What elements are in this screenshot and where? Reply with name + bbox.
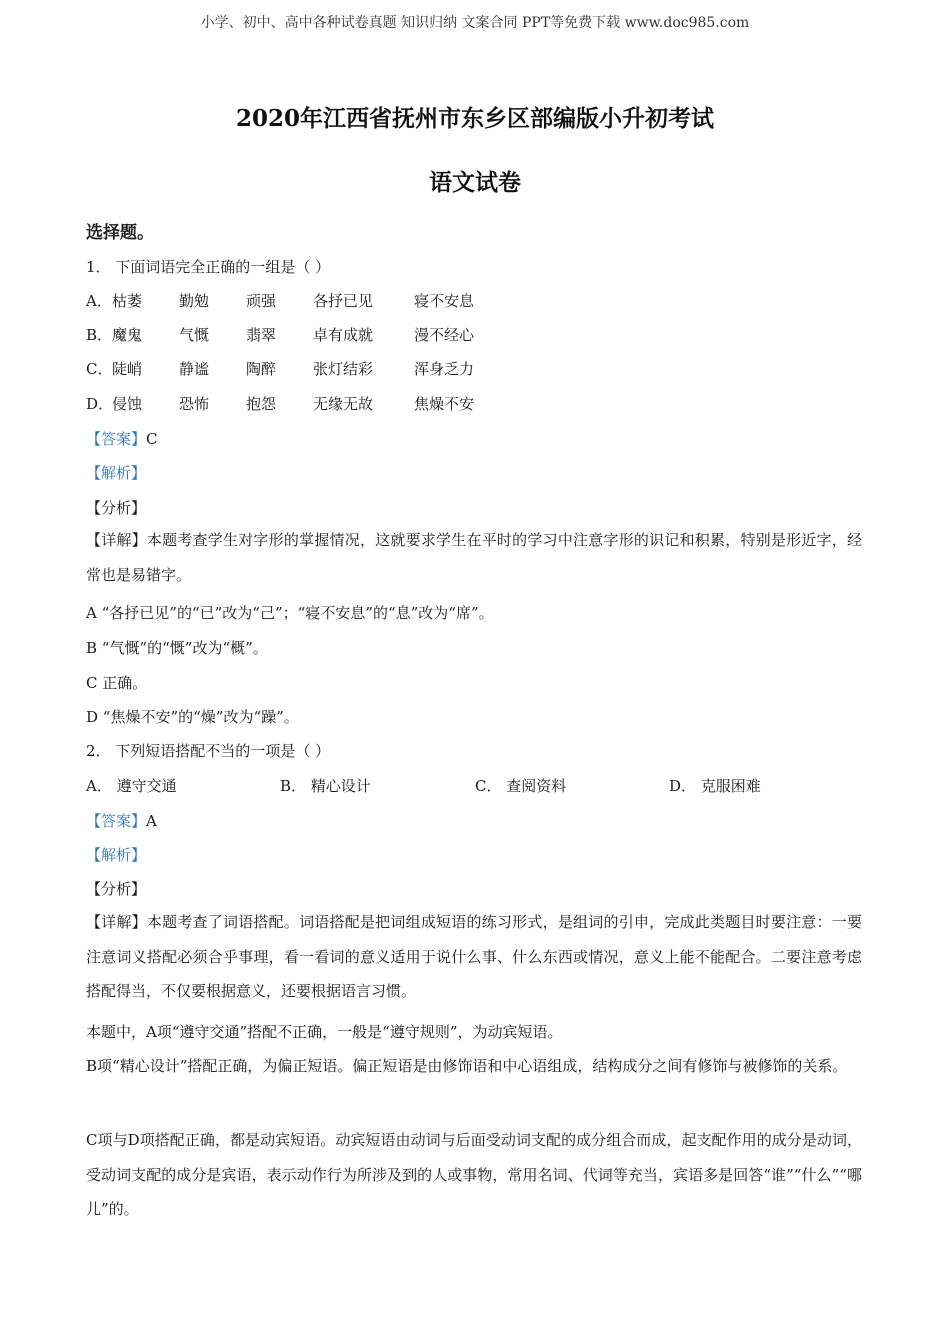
q1-note-c: C 正确。 [86, 674, 148, 692]
q2-option-b: B． 精心设计 [280, 777, 371, 795]
q1-note-d: D “焦燥不安”的“燥”改为“躁”。 [86, 708, 299, 726]
question-2-stem: 2． 下列短语搭配不当的一项是（ ） [86, 742, 331, 760]
option-word: 静谧 [179, 360, 210, 378]
q2-analysis-label: 【解析】 [86, 846, 147, 864]
q1-note-b: B “气慨”的“慨”改为“概”。 [86, 639, 268, 657]
q1-fenxi-label: 【分析】 [86, 499, 147, 517]
q2-detail: 【详解】本题考查了词语搭配。词语搭配是把词组成短语的练习形式，是组词的引申，完成此类题目时要注意：一要注意词义搭配必须合乎事理，看一看词的意义适用于说什么事、什么东西或情况，意义上能不能配合。二要注意考虑搭配得当，不仅要根据意义，还要根据语言习惯。 [86, 913, 862, 1000]
option-letter: D． [86, 395, 114, 413]
option-word: 翡翠 [246, 326, 277, 344]
option-word: 顽强 [246, 292, 277, 310]
q1-answer [86, 428, 158, 449]
option-word: 无缘无故 [313, 395, 374, 413]
q2-para-1: 本题中，A项“遵守交通”搭配不正确，一般是“遵守规则”，为动宾短语。 [86, 1023, 563, 1041]
option-word: 侵蚀 [112, 395, 143, 413]
option-word: 漫不经心 [414, 326, 475, 344]
exam-title: 2020年江西省抚州市东乡区部编版小升初考试 [235, 105, 714, 132]
option-word: 恐怖 [179, 395, 210, 413]
option-word: 张灯结彩 [313, 360, 374, 378]
option-word: 寝不安息 [414, 292, 475, 310]
q2-fenxi-label: 【分析】 [86, 880, 147, 898]
answer-value: A [146, 812, 157, 830]
question-1-stem: 1． 下面词语完全正确的一组是（ ） [86, 258, 331, 276]
q2-answer [86, 810, 157, 831]
option-letter: B． [86, 326, 113, 344]
q2-para-3: C项与D项搭配正确，都是动宾短语。动宾短语由动词与后面受动词支配的成分组合而成，起支配作用的成分是动词，受动词支配的成分是宾语，表示动作行为所涉及到的人或事物，常用名词、代词等充当，宾语多是回答“谁”“什么”“哪儿”的。 [86, 1131, 862, 1218]
option-word: 浑身乏力 [414, 360, 475, 378]
option-word: 各抒已见 [313, 292, 374, 310]
section-heading: 选择题。 [86, 223, 154, 243]
answer-label: 【答案】 [86, 812, 147, 830]
q1-detail: 【详解】本题考查学生对字形的掌握情况，这就要求学生在平时的学习中注意字形的识记和积累，特别是形近字，经常也是易错字。 [86, 531, 862, 584]
q2-option-c: C． 查阅资料 [475, 777, 567, 795]
option-word: 勤勉 [179, 292, 210, 310]
option-word: 陡峭 [112, 360, 143, 378]
option-word: 抱怨 [246, 395, 277, 413]
q2-para-2: B项“精心设计”搭配正确，为偏正短语。偏正短语是由修饰语和中心语组成，结构成分之间有修饰与被修饰的关系。 [86, 1057, 848, 1075]
answer-label: 【答案】 [86, 430, 147, 448]
option-word: 气慨 [179, 326, 210, 344]
option-word: 魔鬼 [112, 326, 143, 344]
option-word: 陶醉 [246, 360, 277, 378]
page-header: 小学、初中、高中各种试卷真题 知识归纳 文案合同 PPT等免费下载 www.doc985.com [200, 15, 750, 31]
exam-subtitle: 语文试卷 [429, 169, 521, 196]
option-word: 焦燥不安 [414, 395, 475, 413]
option-word: 枯萎 [112, 292, 143, 310]
q1-note-a: A “各抒已见”的“已”改为“己”；“寝不安息”的“息”改为“席”。 [86, 604, 494, 622]
answer-value: C [146, 430, 158, 448]
q1-analysis-label: 【解析】 [86, 464, 147, 482]
option-word: 卓有成就 [313, 326, 374, 344]
q2-option-a: A． 遵守交通 [86, 777, 177, 795]
option-letter: A． [86, 292, 112, 310]
option-letter: C． [86, 360, 113, 378]
q2-option-d: D． 克服困难 [669, 777, 761, 795]
